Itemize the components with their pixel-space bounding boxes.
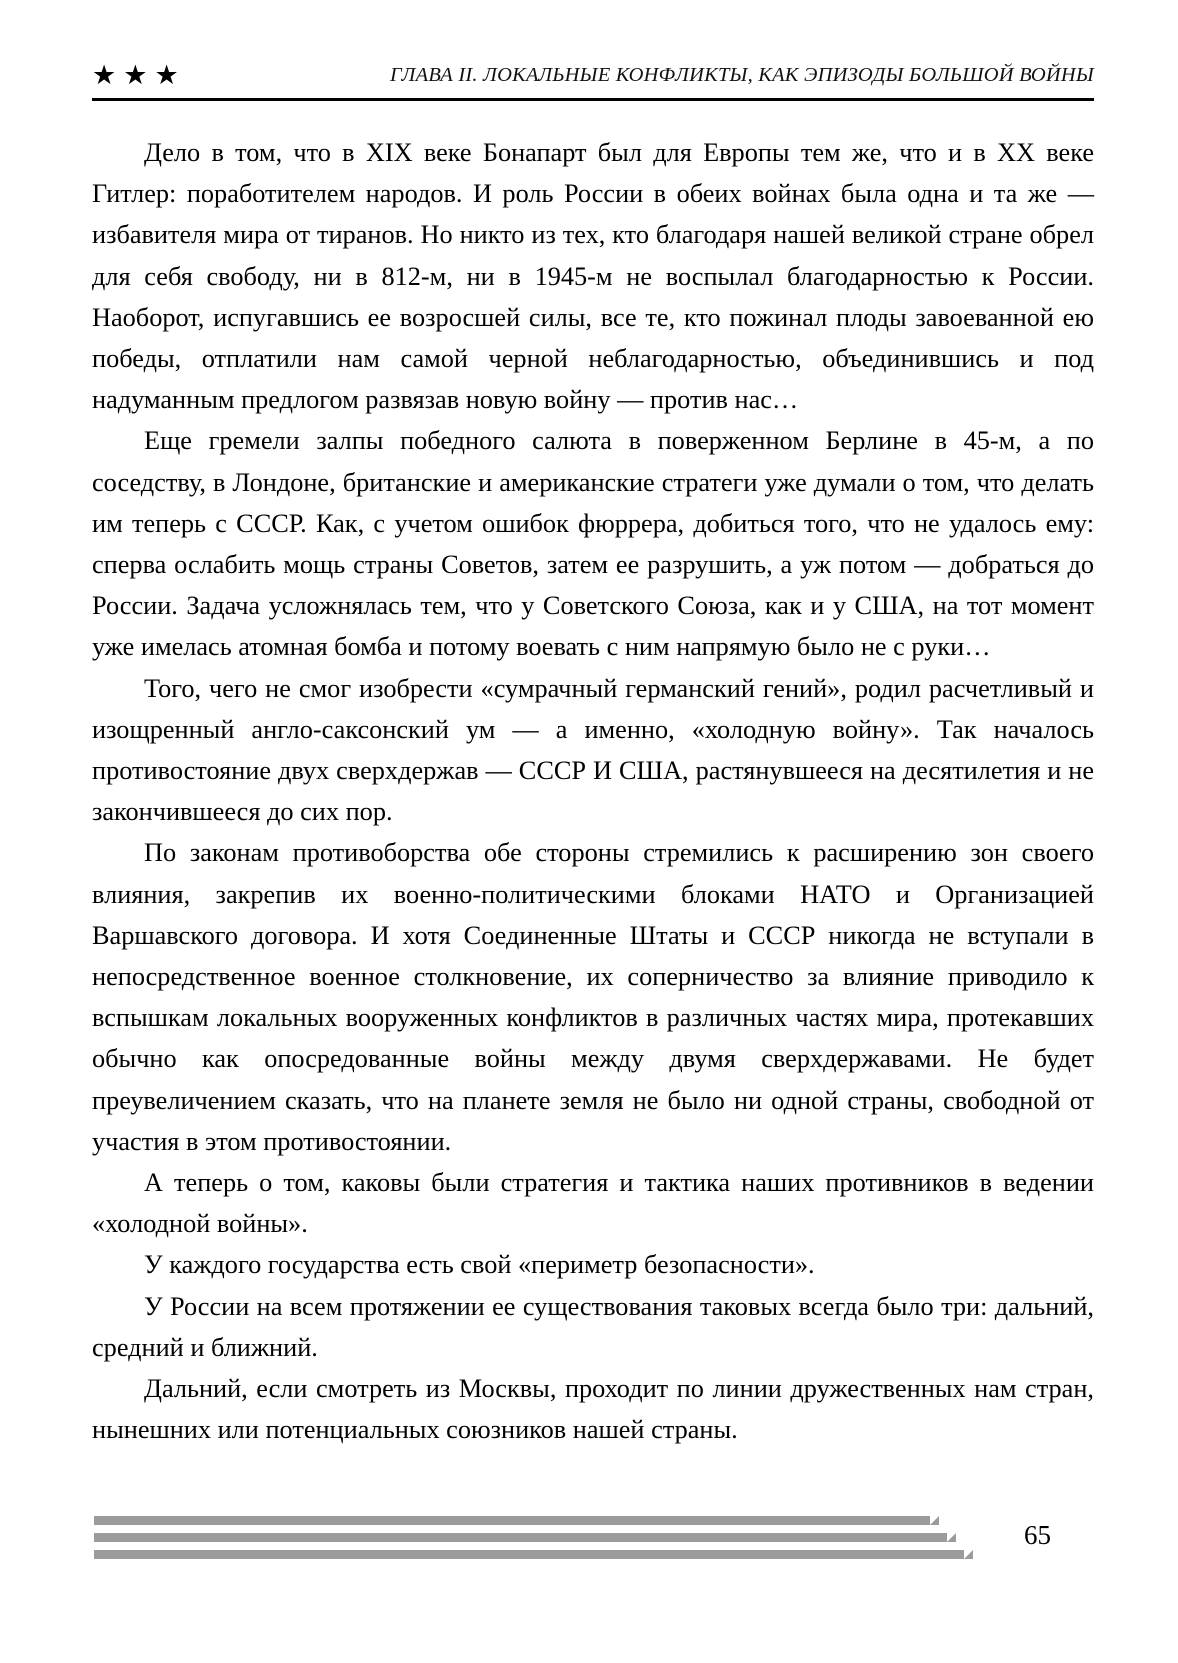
paragraph: Дальний, если смотреть из Москвы, проходит по линии дружественных нам стран, нынешних или потенциальных союзников нашей страны.: [92, 1374, 1094, 1445]
paragraph: А теперь о том, каковы были стратегия и тактика наших противников в ведении «холодной войны».: [92, 1168, 1094, 1239]
three-stars-icon: [92, 59, 179, 91]
paragraph: Дело в том, что в XIX веке Бонапарт был для Европы тем же, что и в XX веке Гитлер: поработителем народов. И роль России в обеих войнах была одна и та же — избавителя мира от тиранов. Но никто из тех, кто благодаря нашей великой стране обрел для себя свободу, ни в 812-м, ни в 1945-м не воспылал благодарностью к России. Наоборот, испугавшись ее возросшей силы, все те, кто пожинал плоды завоеванной ею победы, отплатили нам самой черной неблагодарностью, объединившись и под надуманным предлогом развязав новую войну — против нас…: [92, 138, 1094, 415]
page-number: 65: [1024, 1520, 1051, 1550]
triple-bar-ornament: [94, 1516, 964, 1559]
paragraph: Еще гремели залпы победного салюта в поверженном Берлине в 45-м, а по соседству, в Лондоне, британские и американские стратеги уже думали о том, что делать им теперь с СССР. Как, с учетом ошибок фюррера, добиться того, что не удалось ему: сперва ослабить мощь страны Советов, затем ее разрушить, а уж потом — добраться до России. Задача усложнялась тем, что у Советского Союза, как и у США, на тот момент уже имелась атомная бомба и потому воевать с ним напрямую было не с руки…: [92, 426, 1094, 662]
chapter-title: ГЛАВА II. ЛОКАЛЬНЫЕ КОНФЛИКТЫ, КАК ЭПИЗОДЫ БОЛЬШОЙ ВОЙНЫ: [389, 63, 1094, 86]
body-text: [92, 132, 1094, 1451]
paragraph: Того, чего не смог изобрести «сумрачный германский гений», родил расчетливый и изощренный англо-саксонский ум — а именно, «холодную войну». Так началось противостояние двух сверхдержав — СССР И США, растянувшееся на десятилетия и не закончившееся до сих пор.: [92, 673, 1094, 827]
star-icon: ★: [123, 59, 148, 91]
page-footer: [0, 1516, 1178, 1596]
ornament-bar: [94, 1533, 947, 1542]
paragraph: По законам противоборства обе стороны стремились к расширению зон своего влияния, закрепив их военно-политическими блоками НАТО и Организацией Варшавского договора. И хотя Соединенные Штаты и СССР никогда не вступали в непосредственное военное столкновение, их соперничество за влияние приводило к вспышкам локальных вооруженных конфликтов в различных частях мира, протекавших обычно как опосредованные войны между двумя сверхдержавами. Не будет преувеличением сказать, что на планете земля не было ни одной страны, свободной от участия в этом противостоянии.: [92, 838, 1094, 1156]
star-icon: ★: [154, 59, 179, 91]
ornament-bar: [94, 1516, 930, 1525]
ornament-bar: [94, 1550, 964, 1559]
paragraph: У каждого государства есть свой «периметр безопасности».: [144, 1250, 815, 1280]
header-rule: [92, 98, 1094, 101]
paragraph: У России на всем протяжении ее существования таковых всегда было три: дальний, средний и ближний.: [92, 1291, 1094, 1362]
star-icon: ★: [92, 59, 117, 91]
running-head: [92, 52, 1094, 98]
